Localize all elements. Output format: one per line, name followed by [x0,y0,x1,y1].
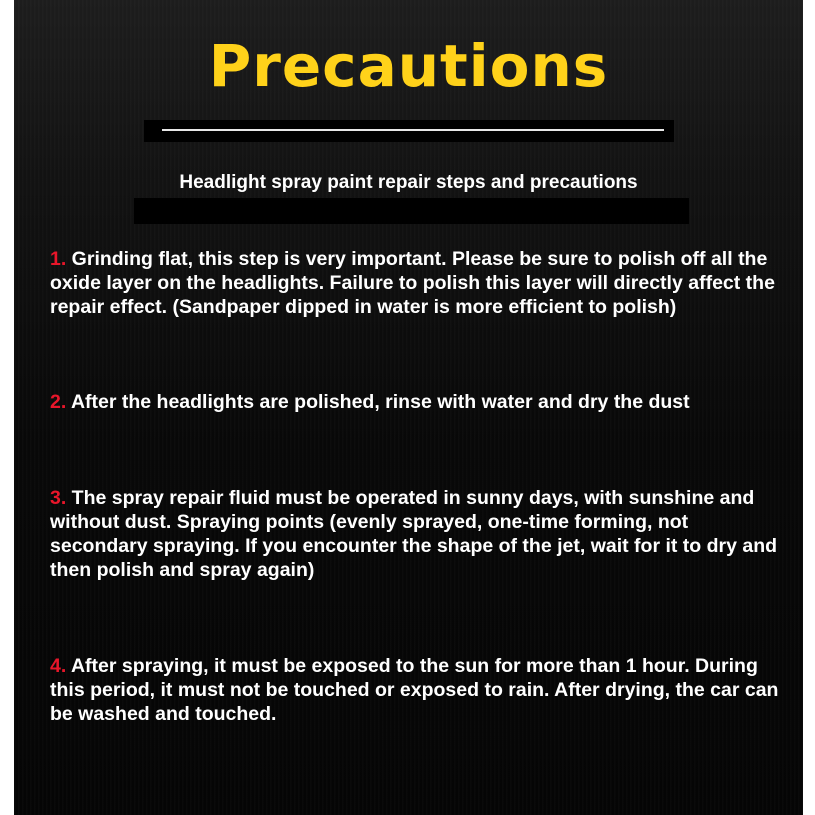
step-text-4: After spraying, it must be exposed to the sun for more than 1 hour. During this period, it must not be touched or exposed to rain. After drying, the car can be washed and touched. [50,655,779,725]
page-subtitle: Headlight spray paint repair steps and precautions [179,172,638,193]
step-number-1: 1. [50,248,67,270]
title-divider [162,129,664,131]
step-number-4: 4. [50,655,67,677]
step-item-3 [50,486,780,582]
step-number-2: 2. [50,391,67,413]
step-number-3: 3. [50,487,67,509]
page-title: Precautions [208,32,609,100]
step-text-3: The spray repair fluid must be operated in sunny days, with sunshine and without dust. Spraying points (evenly sprayed, one-time forming, not secondary spraying. If you encounter the shape of the jet, wait for it to dry and then polish and spray again) [50,487,778,581]
divider-band [144,120,674,142]
step-item-1 [50,247,780,319]
step-item-2 [50,390,780,414]
step-item-4 [50,654,780,726]
precautions-panel [14,0,803,815]
step-text-1: Grinding flat, this step is very important. Please be sure to polish off all the oxide layer on the headlights. Failure to polish this layer will directly affect the repair effect. (Sandpaper dipped in water is more efficient to polish) [50,248,775,318]
subtitle-shade [134,198,689,224]
step-text-2: After the headlights are polished, rinse with water and dry the dust [66,391,690,413]
